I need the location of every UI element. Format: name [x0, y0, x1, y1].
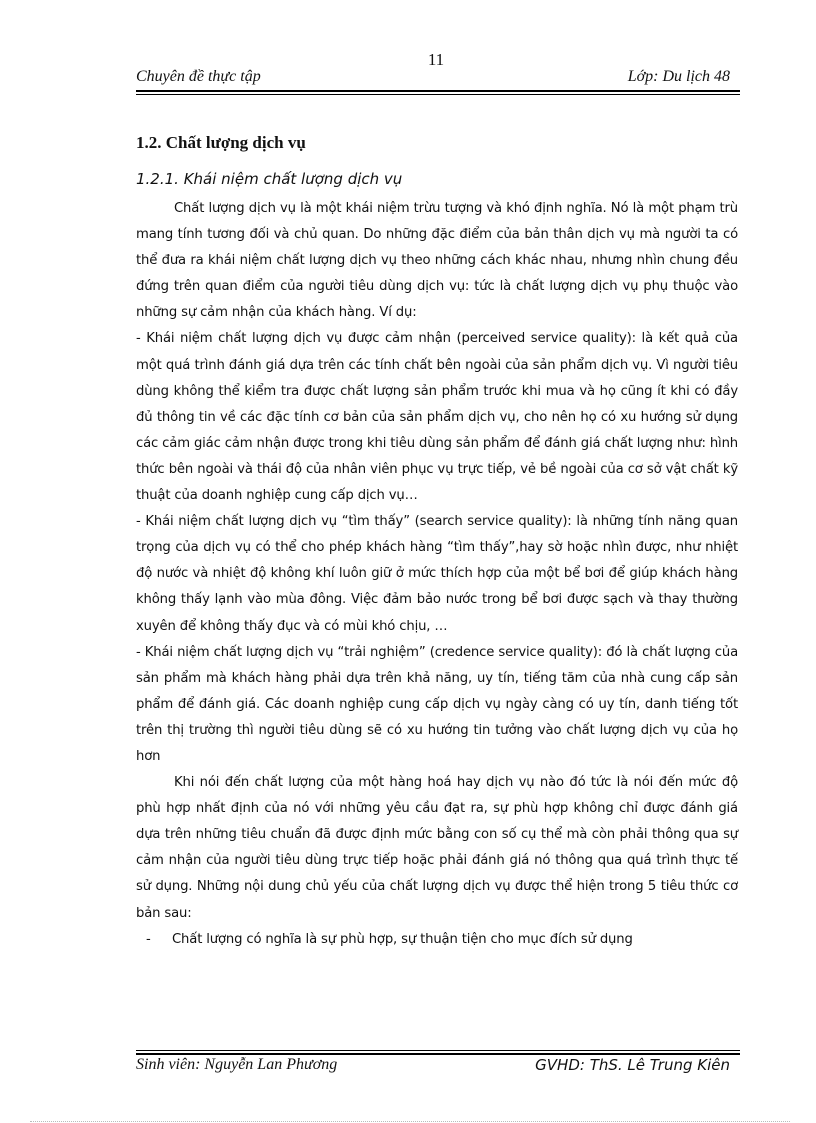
list-item	[136, 927, 738, 953]
paragraph: - Khái niệm chất lượng dịch vụ “trải nghiệm” (credence service quality): đó là chất lượng của sản phẩm mà khách hàng phải dựa trên khả năng, uy tín, tiếng tăm của nhà cung cấp sản phẩm để đánh giá. Các doanh nghiệp cung cấp dịch vụ ngày càng có uy tín, danh tiếng tốt trên thị trường thì người tiêu dùng sẽ có xu hướng tin tưởng vào chất lượng dịch vụ của họ hơn	[136, 644, 738, 764]
header-class-name: Lớp: Du lịch 48	[627, 68, 730, 85]
section-heading: 1.2. Chất lượng dịch vụ	[136, 133, 306, 152]
footer-rule	[136, 1053, 740, 1055]
page-number: 11	[427, 50, 445, 69]
paragraph: - Khái niệm chất lượng dịch vụ “tìm thấy” (search service quality): là những tính năng quan trọng của dịch vụ có thể cho phép khách hàng “tìm thấy”,hay sờ hoặc nhìn được, như nhiệt độ nước và nhiệt độ không khí luôn giữ ở mức thích hợp của một bể bơi để giúp khách hàng không thấy lạnh vào mùa đông. Việc đảm bảo nước trong bể bơi được sạch và thay thường xuyên để không thấy đục và có mùi khó chịu, …	[136, 514, 738, 634]
list-item-text: Chất lượng có nghĩa là sự phù hợp, sự thuận tiện cho mục đích sử dụng	[172, 931, 633, 947]
paragraph: Khi nói đến chất lượng của một hàng hoá hay dịch vụ nào đó tức là nói đến mức độ phù hợp nhất định của nó với những yêu cầu đạt ra, sự phù hợp không chỉ được đánh giá dựa trên những tiêu chuẩn đã được định mức bằng con số cụ thể mà còn phải thông qua sự cảm nhận của người tiêu dùng trực tiếp hoặc phải đánh giá nó thông qua quá trình thực tế sử dụng. Những nội dung chủ yếu của chất lượng dịch vụ được thể hiện trong 5 tiêu thức cơ bản sau:	[136, 775, 738, 921]
subsection-heading: 1.2.1. Khái niệm chất lượng dịch vụ	[136, 170, 403, 188]
page-bottom-edge	[30, 1121, 790, 1122]
paragraph: Chất lượng dịch vụ là một khái niệm trừu tượng và khó định nghĩa. Nó là một phạm trù mang tính tương đối và chủ quan. Do những đặc điểm của bản thân dịch vụ mà người ta có thể đưa ra khái niệm chất lượng dịch vụ theo những cách khác nhau, nhưng nhìn chung đều đứng trên quan điểm của người tiêu dùng dịch vụ: tức là chất lượng dịch vụ phụ thuộc vào những sự cảm nhận của khách hàng. Ví dụ:	[136, 201, 738, 321]
footer-supervisor: GVHD: ThS. Lê Trung Kiên	[535, 1056, 730, 1074]
footer-rule-thin	[136, 1050, 740, 1051]
header-course-title: Chuyên đề thực tập	[136, 68, 261, 85]
header-rule	[136, 90, 740, 92]
list-dash: -	[146, 931, 151, 947]
body-text	[136, 196, 738, 953]
paragraph: - Khái niệm chất lượng dịch vụ được cảm nhận (perceived service quality): là kết quả của một quá trình đánh giá dựa trên các tính chất bên ngoài của sản phẩm dịch vụ. Vì người tiêu dùng không thể kiểm tra được chất lượng sản phẩm trước khi mua và họ cũng ít khi có đầy đủ thông tin về các đặc tính cơ bản của sản phẩm dịch vụ, cho nên họ có xu hướng sử dụng các cảm giác cảm nhận được trong khi tiêu dùng sản phẩm để đánh giá chất lượng như: hình thức bên ngoài và thái độ của nhân viên phục vụ trực tiếp, vẻ bề ngoài của cơ sở vật chất kỹ thuật của doanh nghiệp cung cấp dịch vụ…	[136, 331, 738, 504]
header-rule-thin	[136, 94, 740, 95]
footer-student: Sinh viên: Nguyễn Lan Phương	[136, 1056, 338, 1073]
